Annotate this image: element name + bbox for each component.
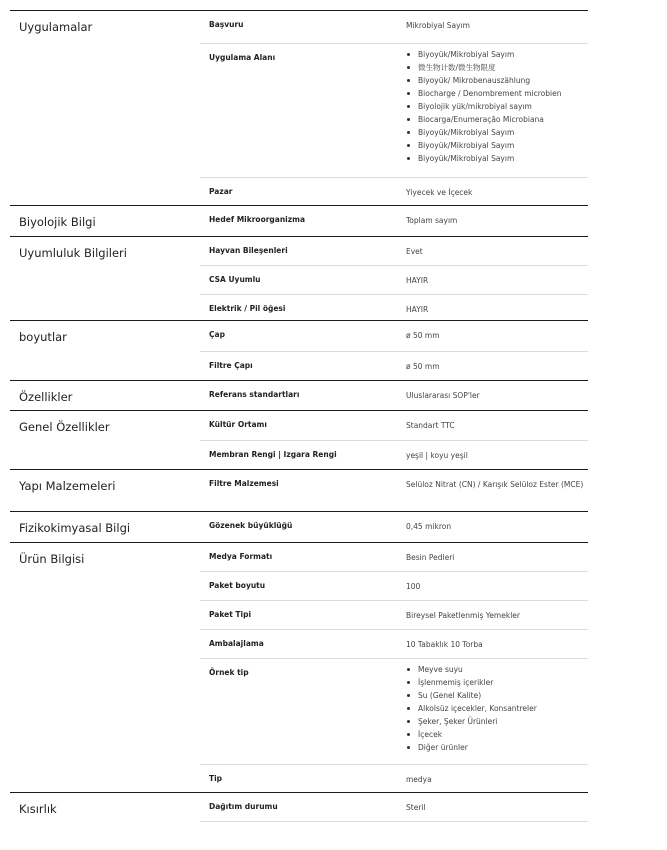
section-divider [10,10,588,11]
property-value: Standart TTC [406,421,455,430]
property-value: ø 50 mm [406,331,440,340]
property-value: 0,45 mikron [406,522,452,531]
section-divider [10,410,588,411]
property-label: Başvuru [209,20,244,29]
list-item: 微生物计数/微生物限度 [406,61,586,74]
property-value: HAYIR [406,305,429,314]
property-value: Toplam sayım [406,216,458,225]
property-label: Elektrik / Pil öğesi [209,304,286,313]
property-label: Gözenek büyüklüğü [209,521,293,530]
property-label: Hayvan Bileşenleri [209,246,288,255]
list-item: Biyoyük/Mikrobiyal Sayım [406,152,586,165]
list-item: Biyoyük/Mikrobiyal Sayım [406,126,586,139]
section-divider [10,469,588,470]
property-value: 100 [406,582,421,591]
row-divider [200,265,588,266]
section-title: Ürün Bilgisi [19,552,85,566]
section-divider [10,236,588,237]
property-label: Membran Rengi | Izgara Rengi [209,450,337,459]
property-value: Evet [406,247,423,256]
property-label: Paket boyutu [209,581,266,590]
property-label: Ambalajlama [209,639,264,648]
property-value: yeşil | koyu yeşil [406,451,468,460]
section-title: Özellikler [19,390,73,404]
section-title: boyutlar [19,330,67,344]
list-item: Şeker, Şeker Ürünleri [406,715,586,728]
property-value: Besin Pedleri [406,553,455,562]
property-label: Referans standartları [209,390,300,399]
row-divider [200,629,588,630]
section-divider [10,792,588,793]
property-value: Mikrobiyal Sayım [406,21,470,30]
section-title: Yapı Malzemeleri [19,479,116,493]
property-label: Filtre Çapı [209,361,253,370]
list-item: Biyoyük/Mikrobiyal Sayım [406,48,586,61]
property-value: ø 50 mm [406,362,440,371]
property-label: Medya Formatı [209,552,273,561]
property-label: Kültür Ortamı [209,420,267,429]
property-label: Örnek tip [209,668,249,677]
row-divider [200,658,588,659]
list-item: Diğer ürünler [406,741,586,754]
property-value: medya [406,775,432,784]
row-divider [200,600,588,601]
section-title: Fizikokimyasal Bilgi [19,521,131,535]
property-value-list [406,48,586,165]
list-item: Biyolojik yük/mikrobiyal sayım [406,100,586,113]
property-value: HAYIR [406,276,429,285]
row-divider [200,440,588,441]
list-item: Su (Genel Kalite) [406,689,586,702]
row-divider [200,821,588,822]
section-divider [10,542,588,543]
list-item: İşlenmemiş içerikler [406,676,586,689]
section-title: Uyumluluk Bilgileri [19,246,127,260]
property-label: Uygulama Alanı [209,53,276,62]
section-title: Biyolojik Bilgi [19,215,96,229]
property-label: Dağıtım durumu [209,802,278,811]
section-divider [10,320,588,321]
section-divider [10,205,588,206]
property-value: Yiyecek ve İçecek [406,188,473,197]
property-value: Bireysel Paketlenmiş Yemekler [406,611,520,620]
property-value-list [406,663,586,754]
section-divider [10,380,588,381]
property-label: Filtre Malzemesi [209,479,279,488]
list-item: Biocharge / Denombrement microbien [406,87,586,100]
list-item: Biyoyük/Mikrobiyal Sayım [406,139,586,152]
property-value: Uluslararası SOP'ler [406,391,480,400]
property-label: Pazar [209,187,233,196]
list-item: Biocarga/Enumeração Microbiana [406,113,586,126]
row-divider [200,351,588,352]
row-divider [200,43,588,44]
row-divider [200,764,588,765]
property-value: Selüloz Nitrat (CN) / Karışık Selüloz Ester (MCE) [406,480,584,489]
section-title: Uygulamalar [19,20,93,34]
property-label: CSA Uyumlu [209,275,261,284]
list-item: Biyoyük/ Mikrobenauszählung [406,74,586,87]
section-title: Kısırlık [19,802,57,816]
property-value: 10 Tabaklık 10 Torba [406,640,483,649]
property-label: Hedef Mikroorganizma [209,215,305,224]
property-value: Steril [406,803,426,812]
row-divider [200,571,588,572]
row-divider [200,177,588,178]
property-label: Paket Tipi [209,610,252,619]
row-divider [200,294,588,295]
section-divider [10,511,588,512]
property-label: Çap [209,330,225,339]
section-title: Genel Özellikler [19,420,110,434]
list-item: İçecek [406,728,586,741]
list-item: Meyve suyu [406,663,586,676]
property-label: Tip [209,774,223,783]
list-item: Alkolsüz içecekler, Konsantreler [406,702,586,715]
